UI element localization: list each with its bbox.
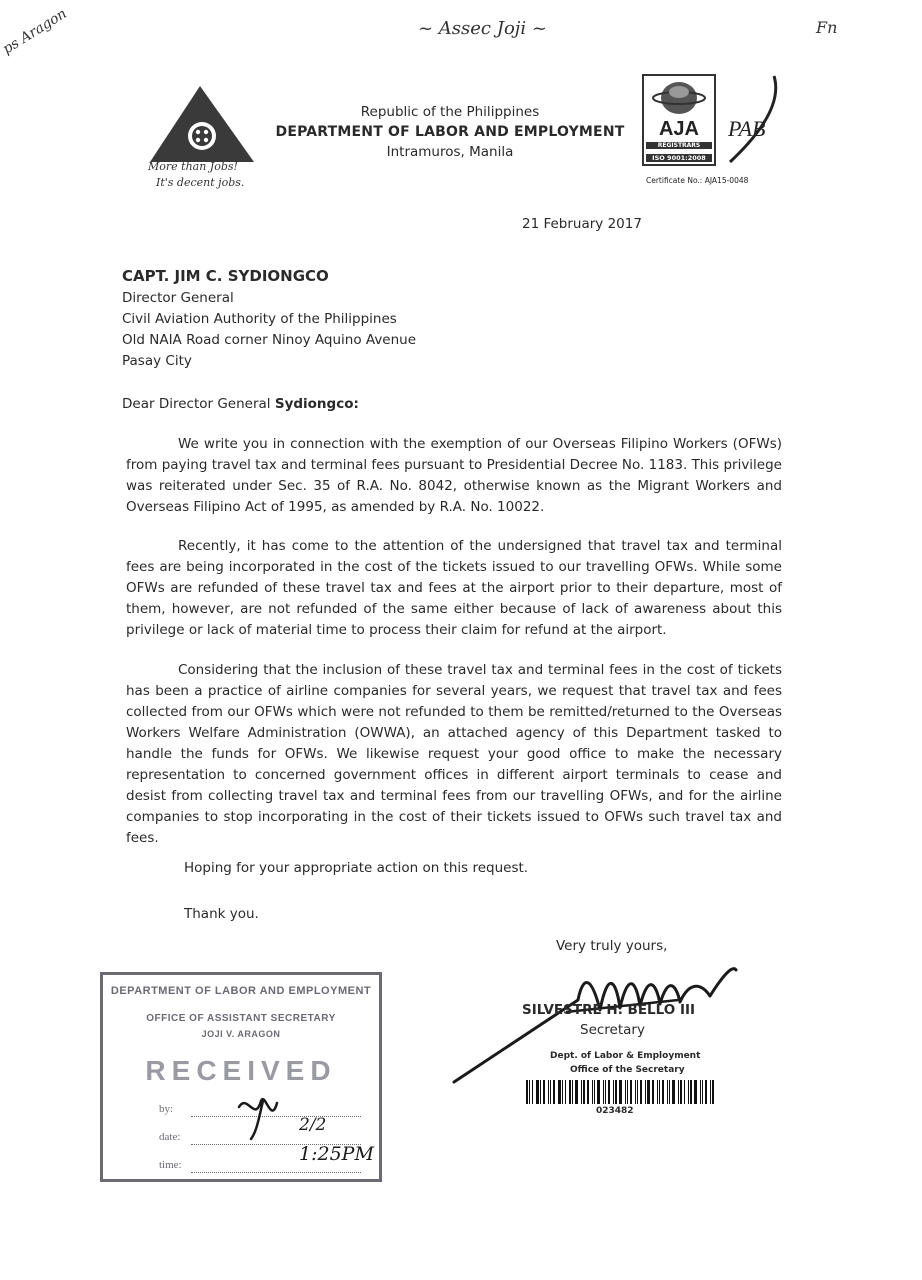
recipient-city: Pasay City [122, 353, 192, 369]
received-stamp [100, 972, 382, 1182]
logo-tagline-1: More than Jobs! [148, 160, 238, 173]
office-secretary: Office of the Secretary [570, 1065, 685, 1075]
stamp-by-label: by: [159, 1103, 174, 1115]
salutation [122, 396, 359, 412]
barcode-bar [657, 1080, 658, 1104]
closing-thanks: Thank you. [184, 906, 259, 922]
stamp-time-rule [191, 1172, 361, 1173]
barcode-bar [565, 1080, 566, 1104]
certificate-number: Certificate No.: AJA15-0048 [646, 176, 749, 185]
barcode-bar [694, 1080, 697, 1104]
barcode [526, 1080, 716, 1104]
barcode-bar [605, 1080, 606, 1104]
barcode-bar [526, 1080, 528, 1104]
barcode-bar [569, 1080, 571, 1104]
barcode-bar [619, 1080, 622, 1104]
barcode-bar [529, 1080, 530, 1104]
body-paragraph-1: We write you in connection with the exemption of our Overseas Filipino Workers (OFWs) from paying travel tax and terminal fees pursuant to Presidential Decree No. 1183. This privilege was reiterated under Sec. 35 of R.A. No. 8042, otherwise known as the Migrant Workers and Overseas Filipino Act of 1995, as amended by R.A. No. 10022. [126, 436, 782, 515]
barcode-bar [667, 1080, 668, 1104]
barcode-bar [608, 1080, 610, 1104]
barcode-bar [702, 1080, 703, 1104]
barcode-bar [645, 1080, 646, 1104]
recipient-organization: Civil Aviation Authority of the Philippines [122, 311, 397, 327]
stamp-received: RECEIVED [145, 1055, 337, 1086]
handwritten-note-right: Fn [816, 18, 838, 37]
barcode-bar [647, 1080, 650, 1104]
pab-logo [722, 72, 782, 168]
barcode-bar [597, 1080, 600, 1104]
letter-date: 21 February 2017 [522, 216, 642, 232]
letterhead-country: Republic of the Philippines [360, 104, 540, 120]
barcode-bar [625, 1080, 626, 1104]
stamp-department: DEPARTMENT OF LABOR AND EMPLOYMENT [110, 985, 372, 997]
aja-logo [642, 74, 716, 166]
aja-registrars: REGISTRARS [646, 142, 712, 149]
barcode-bar [558, 1080, 561, 1104]
barcode-bar [678, 1080, 679, 1104]
pab-label: PAB [728, 116, 766, 141]
dole-logo [148, 82, 258, 192]
recipient-name: CAPT. JIM C. SYDIONGCO [122, 267, 329, 285]
barcode-bar [635, 1080, 636, 1104]
barcode-bar [553, 1080, 555, 1104]
letterhead-location: Intramuros, Manila [386, 144, 514, 160]
barcode-bar [640, 1080, 642, 1104]
body-paragraph-3: Considering that the inclusion of these travel tax and terminal fees in the cost of tickets has been a practice of airline companies for several years, we request that travel tax and fees collected from our OFWs which were not refunded to them be remitted/returned to the Overseas Workers Welfare Administration (OWWA), an attached agency of this Department tasked to handle the funds for OFWs. We likewise request your good office to make the necessary representation to concerned government offices in different airport terminals to cease and desist from collecting travel tax and terminal fees from our travelling OFWs, and for the airline companies to stop incorporating in the cost of their tickets issued to OFWs such travel tax and fees. [126, 662, 782, 846]
barcode-bar [688, 1080, 689, 1104]
barcode-bar [548, 1080, 549, 1104]
barcode-bar [532, 1080, 533, 1104]
stamp-date-handwritten: 2/2 [299, 1115, 327, 1135]
barcode-bar [536, 1080, 539, 1104]
barcode-bar [637, 1080, 638, 1104]
barcode-bar [562, 1080, 563, 1104]
letterhead-department: DEPARTMENT OF LABOR AND EMPLOYMENT [275, 124, 625, 140]
closing-request: Hoping for your appropriate action on this request. [184, 860, 529, 876]
salutation-name: Sydiongco: [274, 396, 359, 412]
recipient-address: Old NAIA Road corner Ninoy Aquino Avenue [122, 332, 417, 348]
stamp-date-label: date: [159, 1131, 181, 1143]
stamp-initials [233, 1083, 293, 1143]
barcode-bar [690, 1080, 692, 1104]
certification-block [642, 72, 792, 190]
barcode-bar [662, 1080, 664, 1104]
barcode-bar [680, 1080, 682, 1104]
barcode-number: 023482 [596, 1106, 634, 1116]
stamp-time-handwritten: 1:25PM [299, 1143, 374, 1165]
recipient-title: Director General [122, 290, 234, 306]
barcode-bar [710, 1080, 711, 1104]
barcode-bar [627, 1080, 628, 1104]
recipient-block [122, 264, 416, 372]
barcode-bar [575, 1080, 578, 1104]
barcode-bar [652, 1080, 654, 1104]
barcode-bar [630, 1080, 632, 1104]
globe-icon [644, 78, 714, 118]
barcode-bar [581, 1080, 582, 1104]
letterhead [270, 102, 630, 162]
barcode-bar [659, 1080, 660, 1104]
barcode-bar [583, 1080, 585, 1104]
signatory-name: SILVESTRE H. BELLO III [522, 1002, 696, 1018]
barcode-bar [572, 1080, 573, 1104]
body-paragraph-2: Recently, it has come to the attention of the undersigned that travel tax and terminal fees are being incorporated in the cost of the tickets issued to our travelling OFWs. While some OFWs are refunded of these travel tax and fees at the airport prior to their departure, most of them, however, are not refunded of the same either because of lack of awareness about this privilege or lack of material time to process their claim for refund at the airport. [126, 538, 782, 638]
stamp-time-label: time: [159, 1159, 182, 1171]
aja-label: AJA [658, 118, 699, 140]
barcode-bar [587, 1080, 589, 1104]
handwritten-note-top: ~ Assec Joji ~ [418, 18, 547, 39]
barcode-bar [684, 1080, 685, 1104]
signatory-title: Secretary [580, 1022, 645, 1038]
barcode-bar [700, 1080, 701, 1104]
barcode-bar [669, 1080, 670, 1104]
barcode-bar [592, 1080, 593, 1104]
barcode-bar [594, 1080, 595, 1104]
barcode-bar [615, 1080, 617, 1104]
stamp-office: OFFICE OF ASSISTANT SECRETARY [146, 1013, 336, 1024]
handwritten-note-left: ps Aragon [0, 5, 70, 58]
barcode-bar [712, 1080, 714, 1104]
barcode-bar [543, 1080, 545, 1104]
barcode-bar [613, 1080, 614, 1104]
stamp-assistant-secretary: JOJI V. ARAGON [201, 1029, 281, 1039]
salutation-prefix: Dear Director General [122, 396, 275, 412]
logo-tagline-2: It's decent jobs. [156, 176, 245, 189]
barcode-bar [672, 1080, 675, 1104]
barcode-bar [550, 1080, 551, 1104]
aja-iso: ISO 9001:2008 [646, 154, 712, 162]
barcode-bar [540, 1080, 541, 1104]
barcode-bar [705, 1080, 707, 1104]
office-dept: Dept. of Labor & Employment [550, 1051, 701, 1061]
barcode-bar [603, 1080, 604, 1104]
valediction: Very truly yours, [556, 938, 668, 954]
